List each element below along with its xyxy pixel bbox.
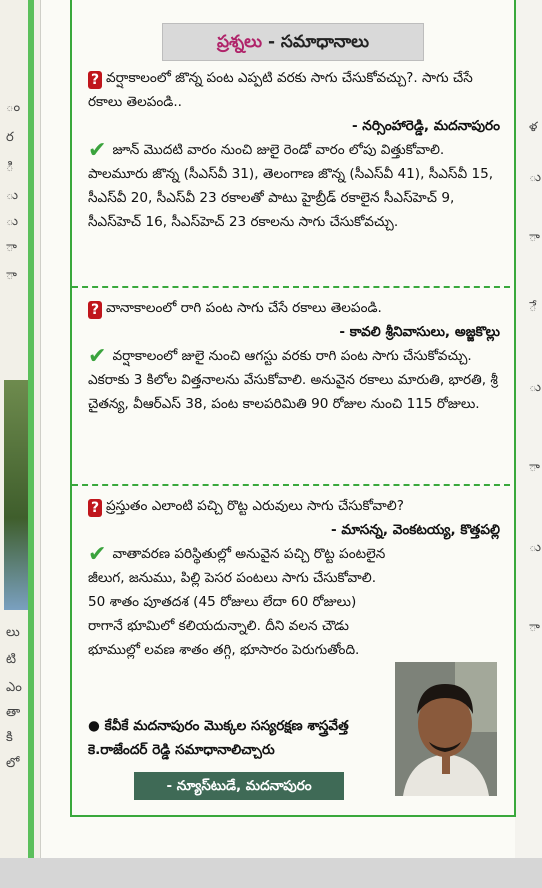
adjacent-photo xyxy=(4,380,28,610)
left-char: ఎం xyxy=(6,680,22,695)
right-char: ు xyxy=(529,380,542,395)
question-mark-icon: ? xyxy=(88,301,102,319)
expert-note xyxy=(88,714,388,762)
section-divider xyxy=(72,286,510,288)
question-3 xyxy=(88,494,500,518)
answer-2 xyxy=(88,344,500,416)
right-char: ా xyxy=(529,460,540,475)
asker-1: - నర్సింహారెడ్డి, మదనాపురం xyxy=(351,118,500,134)
asker-2: - కావలి శ్రీనివాసులు, అజ్జకొల్లు xyxy=(339,324,500,340)
question-1 xyxy=(88,66,500,114)
question-text: వర్షాకాలంలో జొన్న పంట ఎప్పటి వరకు సాగు చేసుకోవచ్చు?. సాగు చేసే రకాలు తెలపండి.. xyxy=(88,70,473,110)
right-char: ళ xyxy=(529,120,538,135)
question-mark-icon: ? xyxy=(88,499,102,517)
left-char: ి xyxy=(6,160,14,175)
qa-section-1 xyxy=(88,66,500,234)
qa-section-2 xyxy=(88,296,500,416)
left-char: లు xyxy=(6,625,20,640)
check-tick-icon: ✔ xyxy=(88,542,107,567)
left-char: ా xyxy=(6,240,17,255)
left-char: కి xyxy=(6,730,13,745)
portrait-image xyxy=(395,662,497,796)
answer-3 xyxy=(88,542,388,662)
right-char: ు xyxy=(529,540,542,555)
answer-text: వర్షాకాలంలో జులై నుంచి ఆగస్టు వరకు రాగి పంట సాగు చేసుకోవచ్చు. ఎకరాకు 3 కిలోల విత్తనాలను వేసుకోవాలి. అనువైన రకాలు మారుతి, భారతి, శ్రీ చైతన్య, వీఆర్‌ఎస్ 38, పంట కాలపరిమితి 90 రోజుల నుంచి 115 రోజులు. xyxy=(88,348,498,412)
question-text: వానాకాలంలో రాగి పంట సాగు చేసే రకాలు తెలపండి. xyxy=(106,300,382,316)
answer-1 xyxy=(88,138,500,234)
right-char: ే xyxy=(529,300,537,315)
qa-section-3 xyxy=(88,494,500,662)
left-adjacent-column xyxy=(0,0,41,858)
check-tick-icon: ✔ xyxy=(88,344,107,369)
question-2 xyxy=(88,296,500,320)
question-mark-icon: ? xyxy=(88,71,102,89)
article-title xyxy=(162,23,424,61)
right-char: ా xyxy=(529,620,540,635)
left-char: టి xyxy=(6,652,17,667)
question-text: ప్రస్తుతం ఎలాంటి పచ్చి రొట్ట ఎరువులు సాగు చేసుకోవాలి? xyxy=(106,498,404,514)
expert-text: కేవీకే మదనాపురం మొక్కల సస్యరక్షణ శాస్త్రవేత్త కె.రాజేందర్ రెడ్డి సమాధానాలిచ్చారు xyxy=(88,718,349,758)
section-divider xyxy=(72,484,510,486)
check-tick-icon: ✔ xyxy=(88,138,107,163)
left-char: ర xyxy=(6,130,14,145)
green-column-rule xyxy=(28,0,34,858)
right-adjacent-column xyxy=(515,0,542,858)
answer-text: జూన్ మొదటి వారం నుంచి జులై రెండో వారం లోపు విత్తుకోవాలి. పాలమూరు జొన్న (సీఎస్‌వీ 31), తెలంగాణ జొన్న (సీఎస్‌వీ 41), సీఎస్‌వీ 15, సీఎస్‌వీ 20, సీఎస్‌వీ 23 రకాలతో పాటు హైబ్రీడ్ రకాలైన సీఎస్‌హెచ్ 9, సీఎస్‌హెచ్ 16, సీఎస్‌హెచ్ 23 రకాలను సాగు చేసుకోవచ్చు. xyxy=(88,142,494,230)
left-char: తా xyxy=(6,705,21,720)
left-char: ు xyxy=(6,188,19,203)
expert-portrait xyxy=(395,662,497,796)
left-char: లో xyxy=(6,756,20,771)
right-char: ు xyxy=(529,170,542,185)
left-char: ం xyxy=(6,100,21,115)
answer-text: వాతావరణ పరిస్థితుల్లో అనువైన పచ్చి రొట్ట పంటలైన జీలుగ, జనుము, పిల్లి పెసర పంటలు సాగు చేసుకోవాలి. 50 శాతం పూతదశ (45 రోజులు లేదా 60 రోజులు) రాగానే భూమిలో కలియదున్నాలి. దీని వలన చౌడు భూముల్లో లవణ శాతం తగ్గి, భూసారం పెరుగుతోంది. xyxy=(88,546,386,658)
asker-3: - మాసన్న, వెంకటయ్య, కొత్తపల్లి xyxy=(331,522,500,538)
left-char: ు xyxy=(6,214,19,229)
left-char: ా xyxy=(6,268,17,283)
title-rest: - సమాధానాలు xyxy=(262,32,370,52)
right-char: ా xyxy=(529,230,540,245)
bullet-icon: ● xyxy=(88,718,105,734)
newstoday-credit: - న్యూస్‌టుడే, మదనాపురం xyxy=(134,772,344,800)
title-highlight: ప్రశ్నలు xyxy=(216,32,263,52)
